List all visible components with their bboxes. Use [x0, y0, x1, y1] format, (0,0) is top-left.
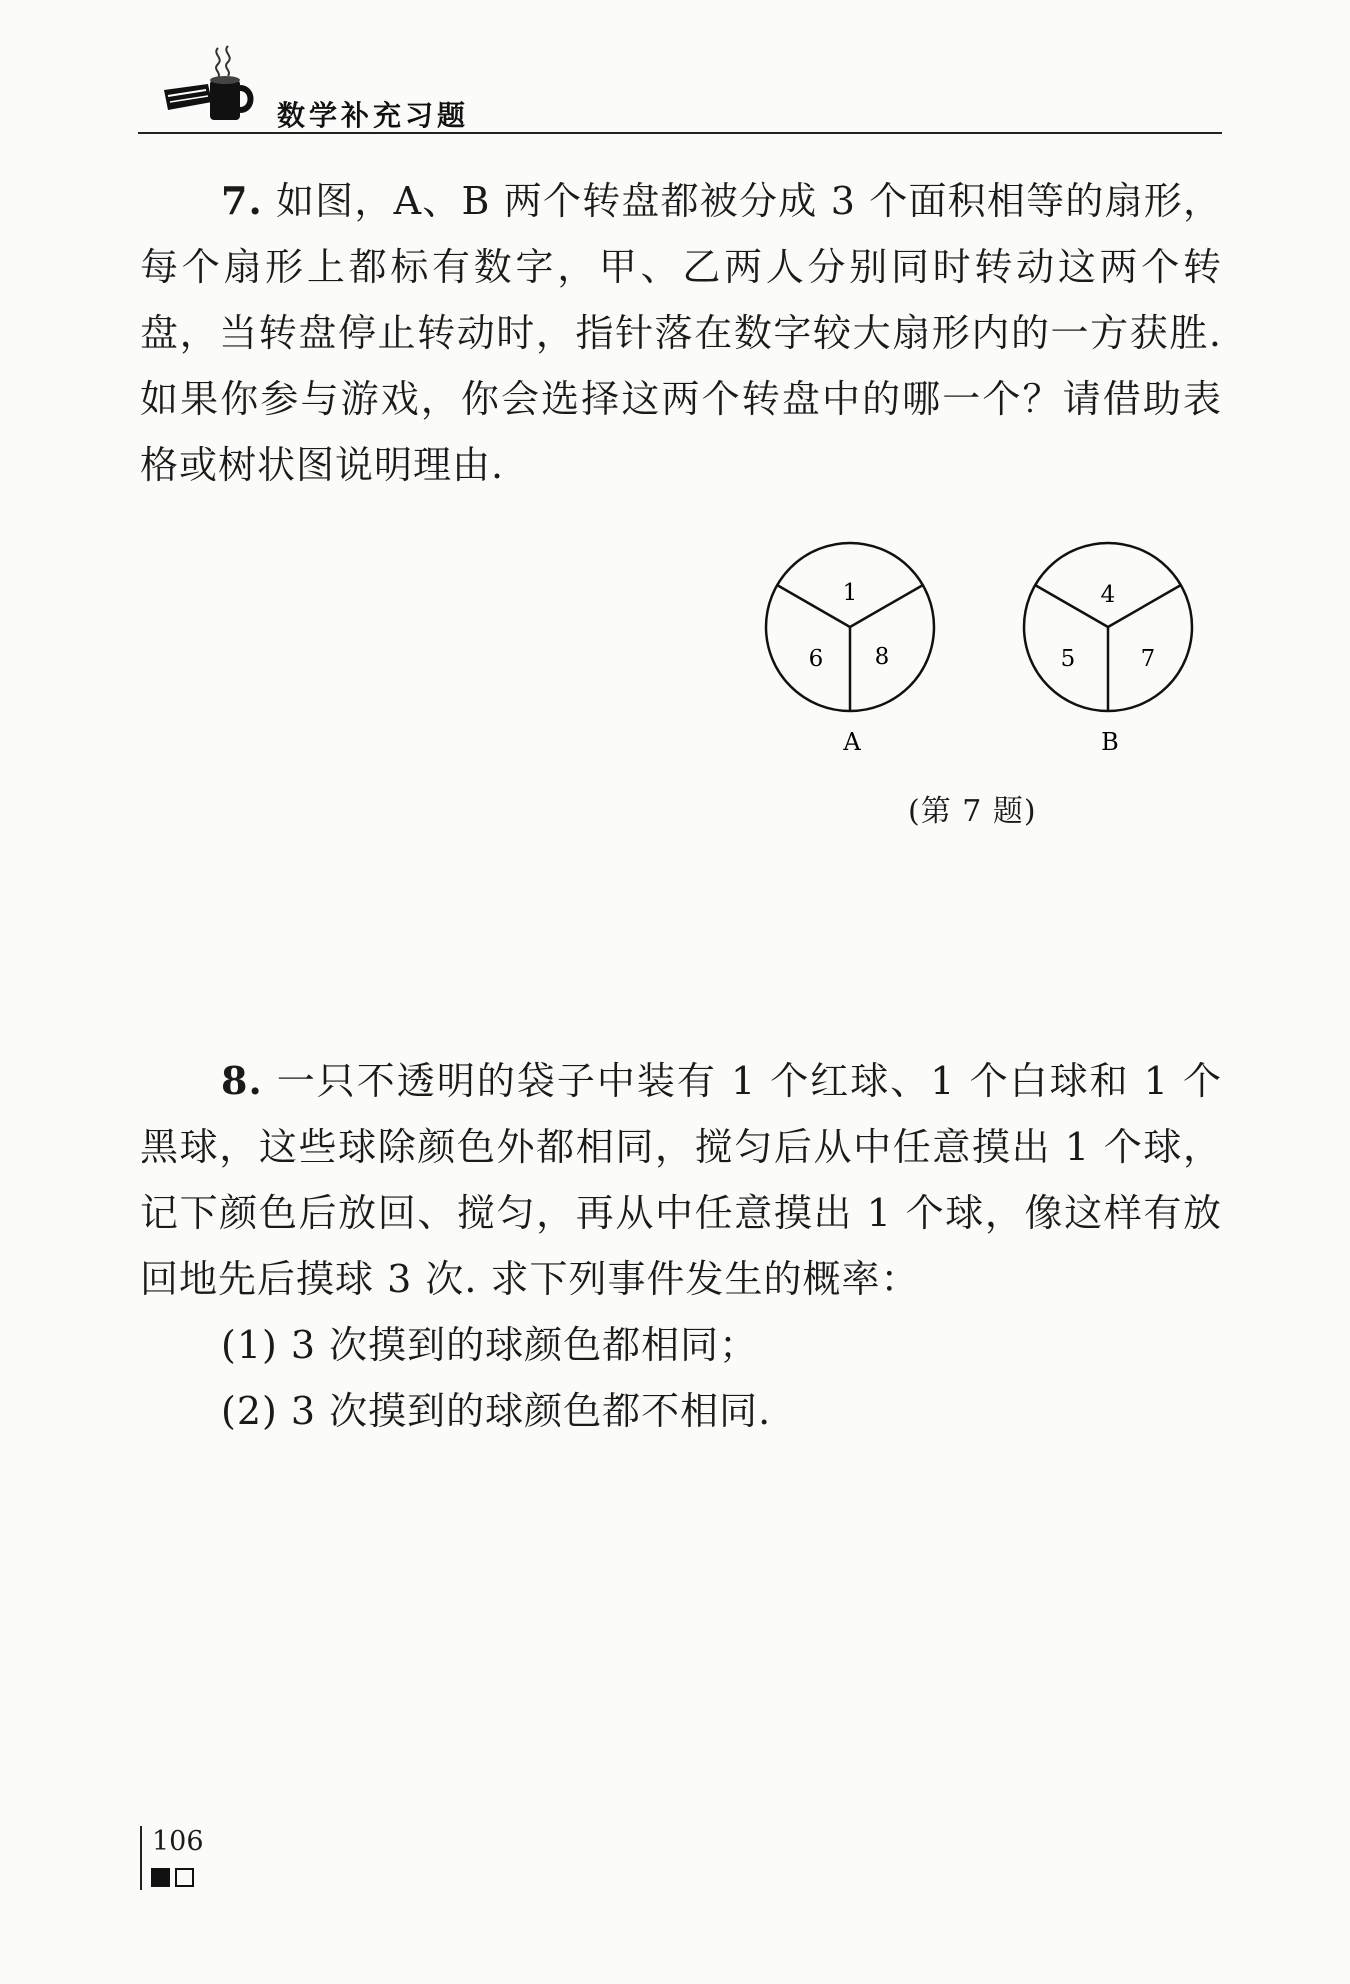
- spinner-figure: [754, 538, 1214, 768]
- spinner-b-sector-2: 5: [1060, 646, 1076, 672]
- question-8-text: 一只不透明的袋子中装有 1 个红球、1 个白球和 1 个黑球，这些球除颜色外都相同，搅匀后从中任意摸出 1 个球，记下颜色后放回、搅匀，再从中任意摸出 1 个球，像这样有放回地先后摸球 3 次. 求下列事件发生的概率：: [140, 1059, 1222, 1301]
- spinner-a: [766, 543, 934, 756]
- spinner-b-sector-1: 4: [1100, 582, 1116, 608]
- question-8: [140, 1048, 1222, 1312]
- spinner-a-sector-3: 8: [874, 644, 890, 670]
- question-8-part-2: (2) 3 次摸到的球颜色都不相同.: [221, 1389, 772, 1433]
- page-number: 106: [152, 1826, 204, 1857]
- spinner-a-label: A: [843, 728, 861, 756]
- spinner-b-sector-3: 7: [1140, 646, 1156, 672]
- header-divider: [138, 132, 1222, 134]
- spinner-b: [1024, 543, 1192, 756]
- book-and-mug-icon: [160, 44, 260, 130]
- question-7-number: 7.: [221, 178, 263, 223]
- question-7-text: 如图，A、B 两个转盘都被分成 3 个面积相等的扇形，每个扇形上都标有数字，甲、乙两人分别同时转动这两个转盘，当转盘停止转动时，指针落在数字较大扇形内的一方获胜. 如果你参与游戏，你会选择这两个转盘中的哪一个？请借助表格或树状图说明理由.: [140, 179, 1222, 487]
- question-8-part-1: (1) 3 次摸到的球颜色都相同；: [221, 1323, 759, 1367]
- figure-caption: (第 7 题): [908, 794, 1037, 829]
- page-number-divider: [140, 1826, 142, 1890]
- spinner-a-sector-1: 1: [842, 580, 858, 606]
- question-7: [140, 168, 1222, 498]
- question-8-number: 8.: [221, 1058, 263, 1103]
- spinner-b-label: B: [1101, 728, 1119, 756]
- spinner-a-sector-2: 6: [808, 646, 824, 672]
- page-marker-icon: [150, 1866, 200, 1890]
- header-title: 数学补充习题: [277, 99, 470, 132]
